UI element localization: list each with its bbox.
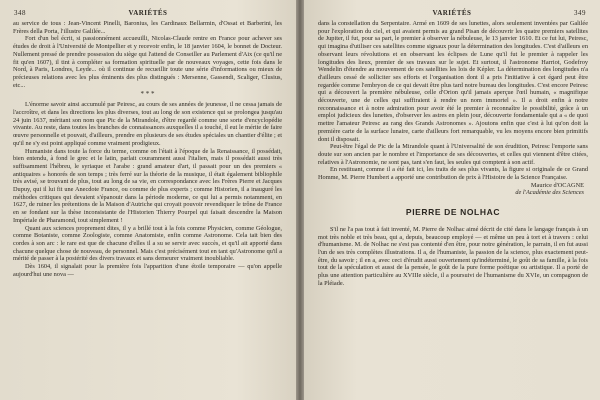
left-page-header <box>14 9 282 19</box>
paragraph: L'énorme savoir ainsi accumulé par Peiresc, au cours de ses années de jeunesse, il ne cessa jamais de l'accroître, et dans les directions les plus diverses, tout au long de son existence qui se prolongea jusqu'au 24 juin 1637, méritant son nom que Pic de la Mirandole, d'être regardé comme une sorte d'encyclopédie vivante. Au reste, dans toutes les branches de connaissances auxquelles il a touché, il eut le mérite de faire œuvre personnelle et pouvait, d'ailleurs, prendre en plusieurs de ses études spéciales un chantier d'élite ; et qu'il ne s'y est point appliqué comme vraiment prodigieux. <box>13 101 282 147</box>
left-page <box>0 0 296 400</box>
paragraph: En restituant, comme il a été fait ici, les traits de ses plus vivants, la figure si originale de ce Grand Homme, M. Pierre Humbert a apporté une contribution de prix à l'Histoire de la Science Française. <box>318 166 588 182</box>
paragraph: S'il ne l'a pas tout à fait inventé, M. Pierre de Nolhac aimé décrit de cité dans le langage français à un mot très noble et très beau, qui a, depuis, beaucoup employé — et même un peu à tort et à travers : celui d'humanisme. M. de Nolhac ne s'est pas contenté d'en être, pour notre génération, le parrain, il en fut aussi l'un de ses très complètes illustrations. Il a, de l'humaniste, la passion de la science, plus exactement peut-être, du savoir ; il en a, avec ceci d'érudit aussi ouvertement qu'indéterminé, le goût de sa famille, à la fois tout de la spéculation et aussi de la pensée, le goût de la pure forme poétique ou artistique. Il a porté de plus une attention particulière au XVIIIe siècle, il a poursuivi de l'humanisme du XVIe, un compagnon de la Pléiade. <box>318 225 588 287</box>
paragraph: Humaniste dans toute la force du terme, comme on l'était à l'époque de la Renaissance, il possédait, bien entendu, à fond le grec et le latin, parlait couramment aussi l'italien, mais il possédait aussi très suffisamment l'hébreu, le syriaque et l'arabe : grand amateur d'art, il passait pour un des premiers « antiquaires » honorés de son temps ; très ferré sur la théorie de la musique, il était également bibliophile très avisé, se trouvant de plus, tout au long de sa vie, en correspondance avec les Frères Pierre et Jacques Dupuy, qui il lui fit une Anecdote France, ou comme de plus experts ; comme Historien, il a inauguré les méthodes critiques qui devaient s'épanouir dans la période moderne, ce qui lui a permis notamment, en 1627, de ruiner les prétentions de la Maison d'Autriche qui croyait pouvoir revendiquer le trône de France en se fondant sur la thèse inconsistante de l'Historien Thierry Pourpel qui faisait descendre la Maison Impériale de Pharamond, tout simplement ! <box>13 147 282 224</box>
right-running-head: VARIÉTÉS <box>432 9 472 17</box>
paragraph: Fort d'un bel écrit, si passionnément accueuilli, Nicolas-Claude rentre en France pour achever ses études de droit à l'Université de Montpellier et y recevoir enfin, le 18 janvier 1604, le bonnet de Docteur. Nullement pressé de prendre possession du siège qui l'attend de Conseiller au Parlement d'Aix (ce qu'il ne fit qu'en 1607), il tint à compléter sa formation spirituelle par de nouveaux voyages, cette fois dans le Nord, à Paris, Londres, Leyde... où il continue de recueillir toute une série d'informations ou mieux de précieuses relations avec les plus éminents des plus distingués : Mersenne, Gassendi, Scaliger, Clusius, etc... <box>13 35 282 89</box>
right-page <box>304 0 600 400</box>
book-gutter <box>296 0 304 400</box>
left-page-number: 348 <box>14 9 26 17</box>
paragraph: Peut-être l'égal de Pic de la Mirandole quant à l'Universalité de son érudition, Peiresc l'emporte sans doute sur son ancien par le nombre et l'importance de ses découvertes, et celles qui viennent d'être citées, relatives à l'Astronomie, ne sont pas, tant s'en faut, les seules qui comptent à son actif. <box>318 143 588 166</box>
section-title: PIERRE DE NOLHAC <box>405 207 501 218</box>
signature-name: Maurice d'OCAGNE <box>530 181 584 189</box>
paragraph: au service de tous : Jean-Vincent Pinelli, Baronius, les Cardinaux Bellarmin, d'Ossat et Barberini, les Frères della Porta, l'illustre Galilée... <box>13 20 282 35</box>
right-page-header <box>318 9 586 19</box>
right-page-body <box>318 20 588 288</box>
paragraph: dans la constellation du Serpentaire. Armé en 1609 de ses lunettes, alors seulement inventées par Galilée pour l'exploration du ciel, et qui avaient permis au grand Pisan de découvrir les quatre premiers satellites de Jupiter, il fut, pour sa part, le premier à observer la nébuleuse, le 13 janvier 1610. Et ce fut lui, Peiresc, qui imagina d'utiliser ces satellites comme signaux pour la détermination des longitudes. C'est d'ailleurs en observant leurs révolutions et en observant les éclipses de Lune qu'il fut le premier à rappeler les longitudes des lieux, premier de ses travaux sur le sujet. Et surtout, il l'astronome Harriot, Godefroy Wendelin d'étendre au mouvement de ces satellites les lois de Képler. La détermination des longitudes n'a d'ailleurs cessé de solliciter ses efforts et l'organisation dont il a pris l'initiative à cet égard peut être regardée comme l'embryon de ce qui devait être plus tard notre bureau des longitudes. C'est encore Peiresc qui a découvert la première nébuleuse, celle d'Orion qu'il jamais aperçue l'œil humain, « magnifique découverte, une de celles qui suffiraient à rendre un nom immortel ». Il a droit enfin à notre reconnaissance et à notre admiration pour avoir été le premier à reconnaître le possibilité, grâce à un emploi judicieux des lunettes, d'observer les astres en plein jour, découverte fondamentale qui a « de quoi mettre l'amateur Peiresc au rang des Grands Astronomes ». Ajoutons enfin que c'est à lui qu'on doit la première carte de la surface lunaire, carte d'ailleurs fort remarquable, vu les moyens encore bien primitifs dont il disposait. <box>318 20 588 143</box>
paragraph: Dès 1604, il signalait pour la première fois l'apparition d'une étoile temporaire — qu'on appelle aujourd'hui une nova — <box>13 263 282 278</box>
signature <box>318 182 588 197</box>
signature-affiliation: de l'Académie des Sciences <box>515 189 584 197</box>
paragraph: Quant aux sciences proprement dites, il y a brillé tout à la fois comme Physicien, comme Géologue, comme Botaniste, comme Zoologiste, comme Anatomiste, enfin comme Astronome. Cela tait bien des cordes à son arc : le rare est que de chacune d'elles il a su se servir avec succès, et qu'il ait apporté dans chacune quelque chose de nouveau, de personnel. Mais c'est précisément tout en tant qu'Astronome qu'il a mérité de passer à la postérité des divers travaux et sans demeurer vraiment inoubliable. <box>13 224 282 263</box>
stars-ornament: * * * <box>140 90 155 99</box>
left-page-body <box>13 20 282 279</box>
right-page-number: 349 <box>574 9 586 17</box>
left-running-head: VARIÉTÉS <box>128 9 168 17</box>
